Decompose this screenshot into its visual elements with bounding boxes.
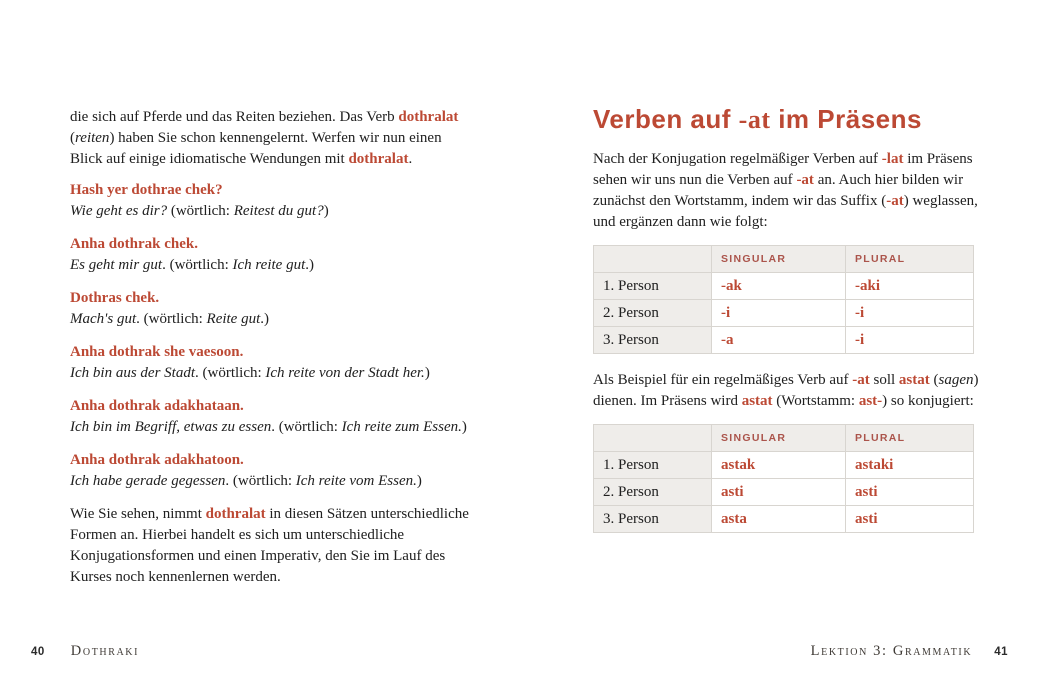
dothraki-phrase: Dothras chek. [70, 290, 160, 306]
table-header-row [594, 425, 974, 452]
phrase-block-2 [70, 234, 550, 276]
dothraki-phrase: Anha dothrak adakhatoon. [70, 452, 244, 468]
table-cell: astak [712, 452, 846, 479]
table-row [594, 300, 974, 327]
left-page-text-column [70, 107, 550, 588]
german-translation: Ich bin aus der Stadt. (wörtlich: Ich reite von der Stadt her.) [70, 365, 430, 381]
right-page-text-column [593, 103, 1023, 549]
phrase-block-1 [70, 180, 550, 222]
page-number-right: 41 [994, 646, 1008, 658]
right-page-footer [811, 643, 1008, 660]
table-cell: -i [846, 327, 974, 354]
table-header-plural: PLURAL [846, 425, 974, 452]
table-row [594, 479, 974, 506]
table-corner-cell [594, 425, 712, 452]
table-header-row [594, 246, 974, 273]
table-corner-cell [594, 246, 712, 273]
table-row [594, 273, 974, 300]
table-cell: -i [846, 300, 974, 327]
german-translation: Mach's gut. (wörtlich: Reite gut.) [70, 311, 270, 327]
phrase-block-4 [70, 342, 550, 384]
phrase-block-3 [70, 288, 550, 330]
example-paragraph: Als Beispiel für ein regelmäßiges Verb auf -at soll astat (sagen) dienen. Im Präsens wird astat (Wortstamm: ast-) so konjugiert: [593, 372, 979, 409]
right-intro-paragraph: Nach der Konjugation regelmäßiger Verben auf -lat im Präsens sehen wir uns nun die Verben auf -at an. Auch hier bilden wir zunächst den Wortstamm, indem wir das Suffix (-at) weglassen, und ergänzen dann wie folgt: [593, 151, 978, 230]
running-title-left: Dothraki [70, 643, 140, 659]
section-heading: Verben auf -at im Präsens [593, 104, 922, 134]
intro-paragraph: die sich auf Pferde und das Reiten beziehen. Das Verb dothralat (reiten) haben Sie schon kennengelernt. Werfen wir nun einen Blick auf einige idiomatische Wendungen mit dothralat. [70, 109, 459, 167]
table-row [594, 506, 974, 533]
table-header-singular: SINGULAR [712, 246, 846, 273]
table-cell: -a [712, 327, 846, 354]
row-label: 3. Person [594, 327, 712, 354]
row-label: 3. Person [594, 506, 712, 533]
table-cell: astaki [846, 452, 974, 479]
table-row [594, 327, 974, 354]
page-number-left: 40 [31, 646, 45, 658]
table-cell: asti [846, 479, 974, 506]
running-title-right: Lektion 3: Grammatik [810, 643, 973, 659]
table-cell: asti [712, 479, 846, 506]
conjugation-table-endings [593, 245, 974, 354]
row-label: 1. Person [594, 452, 712, 479]
table-cell: -i [712, 300, 846, 327]
german-translation: Ich bin im Begriff, etwas zu essen. (wörtlich: Ich reite zum Essen.) [70, 419, 467, 435]
conjugation-table-astat [593, 424, 974, 533]
dothraki-phrase: Anha dothrak chek. [70, 236, 198, 252]
left-page-footer [31, 643, 139, 660]
table-row [594, 452, 974, 479]
dothraki-phrase: Hash yer dothrae chek? [70, 182, 223, 198]
table-header-singular: SINGULAR [712, 425, 846, 452]
phrase-block-5 [70, 396, 550, 438]
table-cell: -ak [712, 273, 846, 300]
german-translation: Es geht mir gut. (wörtlich: Ich reite gut.) [70, 257, 315, 273]
dothraki-phrase: Anha dothrak she vaesoon. [70, 344, 244, 360]
row-label: 2. Person [594, 479, 712, 506]
german-translation: Wie geht es dir? (wörtlich: Reitest du gut?) [70, 203, 329, 219]
phrase-block-6 [70, 450, 550, 492]
table-cell: asti [846, 506, 974, 533]
german-translation: Ich habe gerade gegessen. (wörtlich: Ich reite vom Essen.) [70, 473, 422, 489]
table-header-plural: PLURAL [846, 246, 974, 273]
row-label: 2. Person [594, 300, 712, 327]
dothraki-phrase: Anha dothrak adakhataan. [70, 398, 244, 414]
table-cell: -aki [846, 273, 974, 300]
closing-paragraph: Wie Sie sehen, nimmt dothralat in diesen Sätzen unterschiedliche Formen an. Hierbei handelt es sich um unterschiedliche Konjugationsformen und einen Imperativ, den Sie im Lauf des Kurses noch kennenlernen werden. [70, 506, 469, 585]
row-label: 1. Person [594, 273, 712, 300]
table-cell: asta [712, 506, 846, 533]
